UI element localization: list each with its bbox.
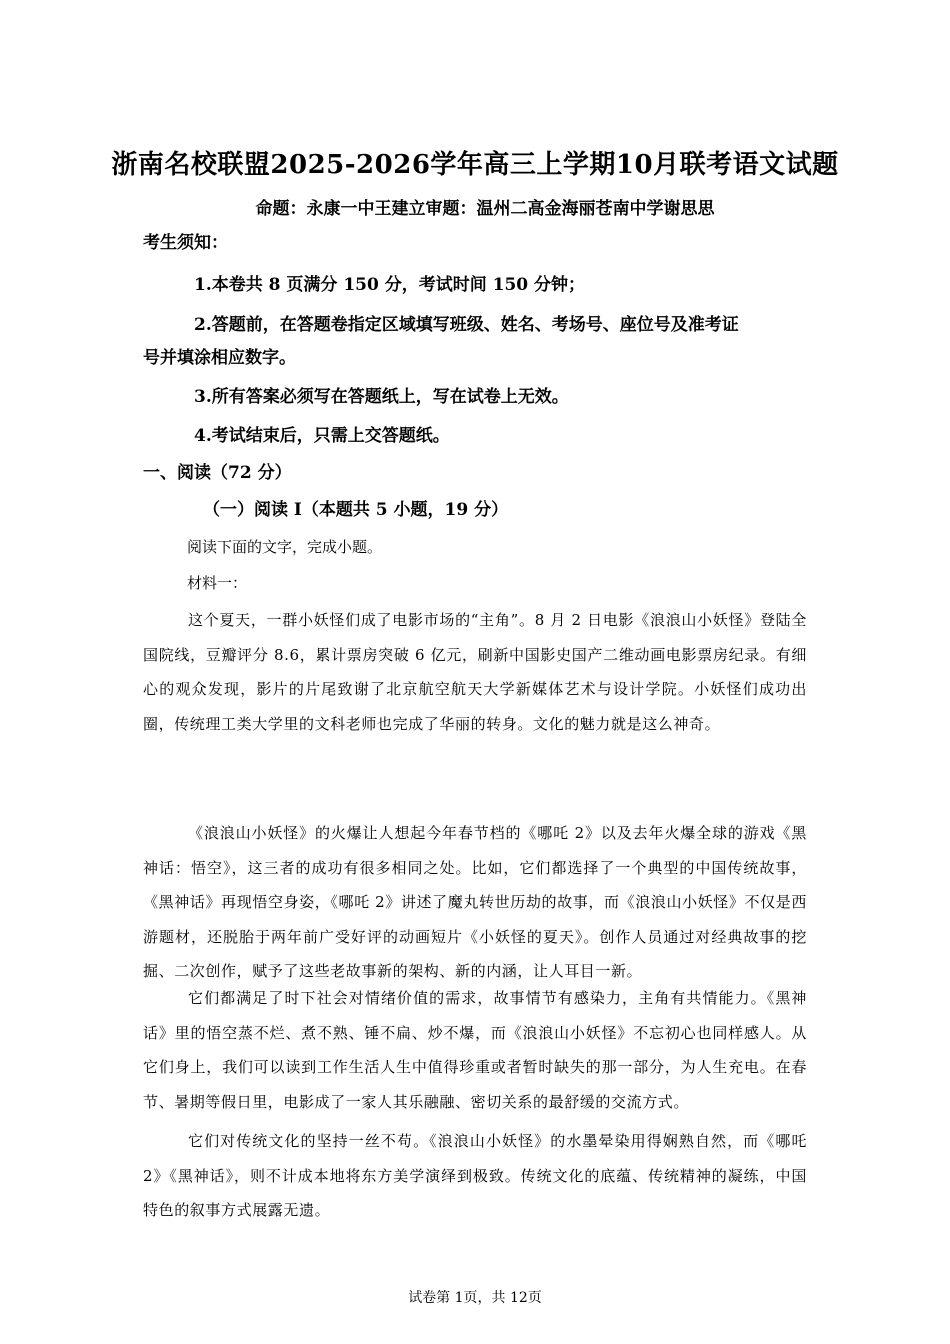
notice-item-2-continued: 号并填涂相应数字。 <box>143 348 296 368</box>
notice-item-2: 2.答题前，在答题卷指定区域填写班级、姓名、考场号、座位号及准考证 <box>194 315 739 335</box>
paragraph-2: 《浪浪山小妖怪》的火爆让人想起今年春节档的《哪吒 2》以及去年火爆全球的游戏《黑神话：悟空》，这三者的成功有很多相同之处。比如，它们都选择了一个典型的中国传统故事，《黑神话》再现悟空身姿，《哪吒 2》讲述了魔丸转世历劫的故事，而《浪浪山小妖怪》不仅是西游题材，还脱胎于两年前广受好评的动画短片《小妖怪的夏天》。创作人员通过对经典故事的挖掘、二次创作，赋予了这些老故事新的架构、新的内涵，让人耳目一新。 <box>143 824 807 980</box>
reading-instruction: 阅读下面的文字，完成小题。 <box>187 538 383 556</box>
page-title: 浙南名校联盟2025-2026学年高三上学期10月联考语文试题 <box>111 150 839 180</box>
notice-item-4: 4.考试结束后，只需上交答题纸。 <box>194 426 450 446</box>
section-heading: 一、阅读（72 分） <box>143 463 292 483</box>
subsection-heading: （一）阅读 I（本题共 5 小题，19 分） <box>203 500 509 520</box>
paragraph-3: 它们都满足了时下社会对情绪价值的需求，故事情节有感染力，主角有共情能力。《黑神话》里的悟空蒸不烂、煮不熟、锤不扁、炒不爆，而《浪浪山小妖怪》不忘初心也同样感人。从它们身上，我们可以读到工作生活人生中值得珍重或者暂时缺失的那一部分，为人生充电。在春节、暑期等假日里，电影成了一家人其乐融融、密切关系的最舒缓的交流方式。 <box>143 989 807 1111</box>
notice-item-3: 3.所有答案必须写在答题纸上，写在试卷上无效。 <box>194 387 569 407</box>
paragraph-1: 这个夏天，一群小妖怪们成了电影市场的“主角”。8 月 2 日电影《浪浪山小妖怪》登陆全国院线，豆瓣评分 8.6，累计票房突破 6 亿元，刷新中国影史国产二维动画电影票房纪录。有细心的观众发现，影片的片尾致谢了北京航空航天大学新媒体艺术与设计学院。小妖怪们成功出圈，传统理工类大学里的文科老师也完成了华丽的转身。文化的魅力就是这么神奇。 <box>143 611 807 733</box>
material-label: 材料一： <box>187 574 248 592</box>
authors-line: 命题：永康一中王建立审题：温州二高金海丽苍南中学谢思思 <box>255 199 715 219</box>
paragraph-4: 它们对传统文化的坚持一丝不苟。《浪浪山小妖怪》的水墨晕染用得娴熟自然，而《哪吒 2》《黑神话》，则不计成本地将东方美学演绎到极致。传统文化的底蕴、传统精神的凝练，中国特色的叙事方式展露无遗。 <box>143 1132 807 1219</box>
page-footer: 试卷第 1页，共 12页 <box>408 1290 542 1306</box>
notice-item-1: 1.本卷共 8 页满分 150 分，考试时间 150 分钟； <box>194 275 586 295</box>
notice-heading: 考生须知： <box>143 233 228 253</box>
